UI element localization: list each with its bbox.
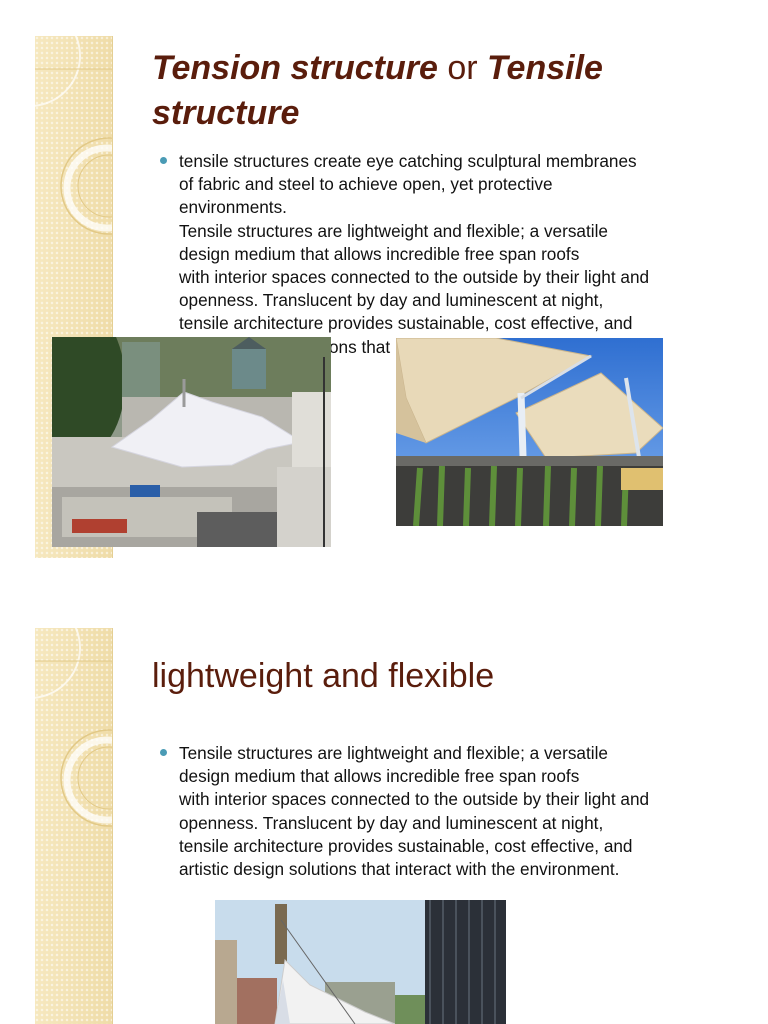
- photo-sail-canopies-sky: [396, 338, 663, 526]
- bullet-item: [160, 150, 720, 359]
- bullet-list: [160, 742, 720, 881]
- bullet-line: Tensile structures are lightweight and flexible; a versatile: [179, 743, 608, 763]
- bullet-line: tensile structures create eye catching sculptural membranes: [179, 151, 637, 171]
- decorative-rings-graphic: [35, 628, 112, 1024]
- bullet-line: openness. Translucent by day and luminescent at night,: [179, 290, 604, 311]
- slide-2: [0, 590, 768, 1024]
- slide-title: [152, 46, 712, 136]
- title-part-1: Tension structure: [152, 49, 438, 87]
- bullet-line: design medium that allows incredible free span roofs: [179, 243, 580, 264]
- photo-white-canopy-plaza: [52, 337, 331, 547]
- bullet-line: with interior spaces connected to the outside by their light and: [179, 267, 650, 288]
- bullet-dot-icon: [160, 157, 167, 164]
- bullet-line: of fabric and steel to achieve open, yet protective: [179, 174, 553, 195]
- title-connector: or: [437, 49, 488, 87]
- bullet-line: tensile architecture provides sustainable, cost effective, and: [179, 313, 633, 334]
- decorative-side-strip: [35, 628, 113, 1024]
- bullet-line: design medium that allows incredible free span roofs: [179, 766, 580, 787]
- bullet-list: [160, 150, 720, 359]
- bullet-line: with interior spaces connected to the outside by their light and: [179, 789, 650, 810]
- bullet-line: that: [361, 336, 391, 357]
- bullet-dot-icon: [160, 749, 167, 756]
- photo-tensile-roof-city: [215, 900, 506, 1024]
- bullet-line: Tensile structures are lightweight and flexible; a versatile: [179, 220, 608, 241]
- bullet-item: [160, 742, 720, 881]
- title-part-2: Tensile structure: [152, 49, 603, 132]
- bullet-line: openness. Translucent by day and luminescent at night,: [179, 812, 604, 833]
- bullet-line: environments.: [179, 197, 287, 218]
- slide-title: lightweight and flexible: [152, 657, 495, 695]
- bullet-line: tensile architecture provides sustainable, cost effective, and: [179, 835, 633, 856]
- bullet-line: artistic design solutions that interact with the environment.: [179, 859, 620, 880]
